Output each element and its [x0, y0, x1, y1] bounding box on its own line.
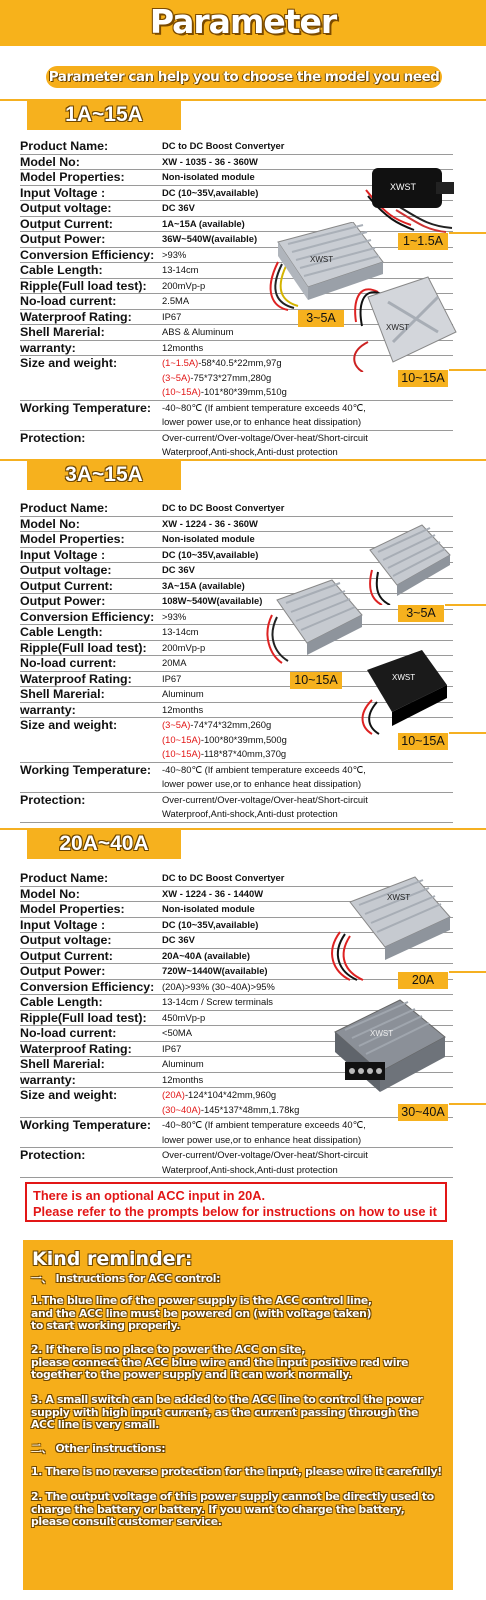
spec-value: >93%	[161, 247, 453, 263]
reminder-paragraph	[31, 1394, 422, 1432]
prot-line: Waterproof,Anti-shock,Anti-dust protection	[162, 446, 338, 457]
spec-value: 2.5MA	[161, 294, 453, 310]
spec-key: Conversion Efficiency:	[20, 247, 161, 263]
spec-key: Protection:	[20, 430, 161, 460]
spec-key: Model Properties:	[20, 902, 161, 918]
spec-value: 3A~15A (available)	[161, 578, 453, 594]
spec-key: Protection:	[20, 1148, 161, 1178]
spec-key: Cable Length:	[20, 625, 161, 641]
temp-line: -40~80℃ (If ambient temperature exceeds 40℃,	[162, 1119, 366, 1130]
section-tab: 1A~15A	[27, 99, 181, 130]
spec-key: Output voltage:	[20, 933, 161, 949]
spec-value: >93%	[161, 609, 453, 625]
label-line	[449, 971, 486, 973]
page-subtitle: Parameter can help you to choose the model you need	[46, 66, 442, 88]
prot-line: Over-current/Over-voltage/Over-heat/Short-circuit	[162, 793, 368, 805]
spec-value: 200mVp-p	[161, 640, 453, 656]
spec-key: Model Properties:	[20, 170, 161, 186]
spec-key: Working Temperature:	[20, 400, 161, 430]
reminder-line: 2. If there is no place to power the ACC on site,	[31, 1343, 306, 1356]
prot-line: Over-current/Over-voltage/Over-heat/Short-circuit	[162, 431, 368, 443]
size-range: (1~1.5A)	[162, 357, 199, 368]
spec-key: Waterproof Rating:	[20, 1041, 161, 1057]
spec-key: Output Current:	[20, 216, 161, 232]
model-label: 30~40A	[398, 1104, 448, 1121]
spec-value: <50MA	[161, 1026, 453, 1042]
spec-key: No-load current:	[20, 294, 161, 310]
spec-key: Output Current:	[20, 948, 161, 964]
spec-value: DC (10~35V,available)	[161, 547, 453, 563]
label-line	[445, 604, 486, 606]
spec-value	[161, 430, 453, 460]
header-banner	[0, 0, 486, 46]
spec-value: Aluminum	[161, 687, 453, 703]
spec-key: Waterproof Rating:	[20, 309, 161, 325]
spec-value: DC (10~35V,available)	[161, 917, 453, 933]
reminder-paragraph	[31, 1466, 442, 1479]
temp-line: lower power use,or to enhance heat dissipation)	[162, 416, 362, 427]
model-label: 10~15A	[290, 672, 342, 689]
spec-value: DC to DC Boost Convertyer	[161, 871, 453, 886]
reminder-line: 3. A small switch can be added to the ACC line to control the power	[31, 1393, 423, 1406]
spec-key: Model Properties:	[20, 532, 161, 548]
svg-text:XWST: XWST	[392, 673, 416, 682]
reminder-heading: 一、 Instructions for ACC control:	[31, 1272, 221, 1285]
product-image-large	[325, 992, 450, 1102]
size-range: (10~15A)	[162, 733, 201, 745]
temp-line: -40~80℃ (If ambient temperature exceeds 40℃,	[162, 401, 366, 413]
acc-notice	[25, 1182, 447, 1222]
svg-text:XWST: XWST	[386, 323, 410, 332]
spec-value: DC 36V	[161, 933, 453, 949]
size-range: (30~40A)	[162, 1103, 201, 1115]
prot-line: Waterproof,Anti-shock,Anti-dust protection	[162, 1163, 338, 1175]
spec-value: IP67	[161, 671, 453, 687]
spec-value: 36W~540W(available)	[161, 232, 453, 248]
reminder-paragraph	[31, 1344, 408, 1382]
spec-value	[161, 1148, 453, 1178]
spec-key: Model No:	[20, 516, 161, 532]
spec-value: 450mVp-p	[161, 1010, 453, 1026]
spec-key: Cable Length:	[20, 263, 161, 279]
spec-value: XW - 1224 - 36 - 1440W	[161, 886, 453, 902]
size-range: (3~5A)	[162, 719, 191, 730]
prot-line: Over-current/Over-voltage/Over-heat/Short-circuit	[162, 1149, 368, 1160]
product-image-medium	[325, 872, 455, 982]
spec-value: XW - 1224 - 36 - 360W	[161, 516, 453, 532]
size-range: (3~5A)	[162, 371, 191, 383]
temp-line: lower power use,or to enhance heat dissipation)	[162, 778, 362, 789]
size-range: (20A)	[162, 1089, 185, 1100]
model-label: 10~15A	[398, 733, 448, 750]
spec-key: Shell Marerial:	[20, 325, 161, 341]
spec-value	[161, 1118, 453, 1148]
spec-value: DC to DC Boost Convertyer	[161, 139, 453, 154]
reminder-line: please consult customer service.	[31, 1515, 222, 1528]
reminder-paragraph	[31, 1491, 434, 1529]
acc-notice-line: There is an optional ACC input in 20A.	[33, 1188, 266, 1203]
spec-value: IP67	[161, 1041, 453, 1057]
spec-key: warranty:	[20, 1072, 161, 1088]
label-line	[449, 732, 486, 734]
spec-value: 108W~540W(available)	[161, 594, 453, 610]
reminder-box	[23, 1240, 453, 1590]
spec-key: Waterproof Rating:	[20, 671, 161, 687]
spec-key: No-load current:	[20, 656, 161, 672]
spec-value: Non-isolated module	[161, 532, 453, 548]
size-text: -58*40.5*22mm,97g	[198, 357, 282, 368]
spec-value: Aluminum	[161, 1057, 453, 1073]
svg-text:XWST: XWST	[387, 893, 411, 902]
reminder-heading: 二、 Other instructions:	[31, 1442, 166, 1455]
spec-key: Ripple(Full load test):	[20, 1010, 161, 1026]
spec-value: IP67	[161, 309, 453, 325]
spec-value: DC 36V	[161, 201, 453, 217]
svg-text:XWST: XWST	[310, 255, 334, 264]
spec-key: Protection:	[20, 792, 161, 822]
spec-key: Product Name:	[20, 871, 161, 886]
spec-key: Cable Length:	[20, 995, 161, 1011]
temp-line: -40~80℃ (If ambient temperature exceeds 40℃,	[162, 763, 366, 775]
reminder-line: 2. The output voltage of this power supply cannot be directly used to	[31, 1490, 434, 1503]
product-image-large	[348, 272, 458, 372]
label-line	[449, 369, 486, 371]
spec-key: Output voltage:	[20, 201, 161, 217]
spec-key: warranty:	[20, 702, 161, 718]
spec-key: warranty:	[20, 340, 161, 356]
size-range: (10~15A)	[162, 386, 201, 397]
model-label: 3~5A	[398, 605, 444, 622]
size-text: -101*80*39mm,510g	[200, 386, 287, 397]
label-line	[449, 232, 486, 234]
model-label: 1~1.5A	[398, 233, 448, 250]
spec-key: Input Voltage :	[20, 185, 161, 201]
spec-value: 13-14cm / Screw terminals	[161, 995, 453, 1011]
reminder-line: supply with high input current, as the current passing through the	[31, 1405, 419, 1419]
spec-key: Shell Marerial:	[20, 687, 161, 703]
size-range: (10~15A)	[162, 748, 201, 759]
acc-notice-line: Please refer to the prompts below for instructions on how to use it	[33, 1204, 437, 1219]
model-label: 20A	[398, 972, 448, 989]
spec-key: Conversion Efficiency:	[20, 609, 161, 625]
spec-value: XW - 1035 - 36 - 360W	[161, 154, 453, 170]
spec-key: Size and weight:	[20, 1088, 161, 1118]
model-label: 3~5A	[298, 310, 344, 327]
spec-key: Input Voltage :	[20, 917, 161, 933]
spec-value: 200mVp-p	[161, 278, 453, 294]
size-text: -118*87*40mm,370g	[200, 748, 287, 759]
reminder-line: please connect the ACC blue wire and the input positive red wire	[31, 1355, 409, 1369]
label-line	[449, 1103, 486, 1105]
spec-key: Input Voltage :	[20, 547, 161, 563]
spec-key: Working Temperature:	[20, 762, 161, 792]
spec-value: DC (10~35V,available)	[161, 185, 453, 201]
spec-key: Product Name:	[20, 501, 161, 516]
prot-line: Waterproof,Anti-shock,Anti-dust protection	[162, 808, 338, 819]
reminder-line: and the ACC line must be powered on (with voltage taken)	[31, 1306, 372, 1320]
spec-value: 20MA	[161, 656, 453, 672]
spec-value: 12months	[161, 1072, 453, 1088]
spec-value: (20A)>93% (30~40A)>95%	[161, 979, 453, 995]
spec-key: Output Current:	[20, 578, 161, 594]
spec-value: DC 36V	[161, 563, 453, 579]
spec-key: Output Power:	[20, 232, 161, 248]
spec-key: Ripple(Full load test):	[20, 640, 161, 656]
spec-value: 12months	[161, 340, 453, 356]
size-text: -100*80*39mm,500g	[200, 733, 287, 745]
model-label: 10~15A	[398, 370, 448, 387]
reminder-line: ACC line is very small.	[31, 1418, 160, 1431]
spec-value: 12months	[161, 702, 453, 718]
spec-value	[161, 792, 453, 822]
spec-key: Working Temperature:	[20, 1118, 161, 1148]
spec-value: DC to DC Boost Convertyer	[161, 501, 453, 516]
spec-key: Output Power:	[20, 964, 161, 980]
reminder-line: 1. There is no reverse protection for the input, please wire it carefully!	[31, 1465, 442, 1478]
spec-value: Non-isolated module	[161, 902, 453, 918]
reminder-line: together to the power supply and it can work normally.	[31, 1368, 352, 1381]
reminder-line: to start working properly.	[31, 1319, 181, 1332]
product-image-large	[352, 640, 452, 735]
spec-value: ABS & Aluminum	[161, 325, 453, 341]
section-tab: 20A~40A	[27, 828, 181, 859]
spec-key: Model No:	[20, 886, 161, 902]
size-text: -145*137*48mm,1.78kg	[200, 1103, 300, 1115]
spec-key: Conversion Efficiency:	[20, 979, 161, 995]
svg-text:XWST: XWST	[390, 182, 416, 192]
spec-value: 13-14cm	[161, 263, 453, 279]
spec-value: 13-14cm	[161, 625, 453, 641]
section-tab: 3A~15A	[27, 459, 181, 490]
page-title: Parameter	[149, 2, 337, 41]
size-text: -75*73*27mm,280g	[190, 371, 272, 383]
spec-key: Output voltage:	[20, 563, 161, 579]
reminder-title: Kind reminder:	[32, 1248, 193, 1270]
spec-value: 720W~1440W(available)	[161, 964, 453, 980]
spec-value: 20A~40A (available)	[161, 948, 453, 964]
size-text: -124*104*42mm,960g	[184, 1089, 277, 1100]
reminder-paragraph	[31, 1295, 372, 1333]
reminder-line: charge the battery or battery. If you want to charge the battery,	[31, 1502, 405, 1516]
spec-value	[161, 400, 453, 430]
size-text: -74*74*32mm,260g	[190, 719, 272, 730]
temp-line: lower power use,or to enhance heat dissipation)	[162, 1133, 362, 1145]
spec-key: Model No:	[20, 154, 161, 170]
spec-key: Shell Marerial:	[20, 1057, 161, 1073]
svg-text:XWST: XWST	[370, 1029, 394, 1038]
spec-key: Output Power:	[20, 594, 161, 610]
reminder-line: 1.The blue line of the power supply is the ACC control line,	[31, 1294, 372, 1307]
spec-key: Product Name:	[20, 139, 161, 154]
spec-key: Size and weight:	[20, 718, 161, 763]
spec-value: 1A~15A (available)	[161, 216, 453, 232]
spec-key: No-load current:	[20, 1026, 161, 1042]
spec-value	[161, 762, 453, 792]
spec-value: Non-isolated module	[161, 170, 453, 186]
spec-key: Size and weight:	[20, 356, 161, 401]
spec-key: Ripple(Full load test):	[20, 278, 161, 294]
